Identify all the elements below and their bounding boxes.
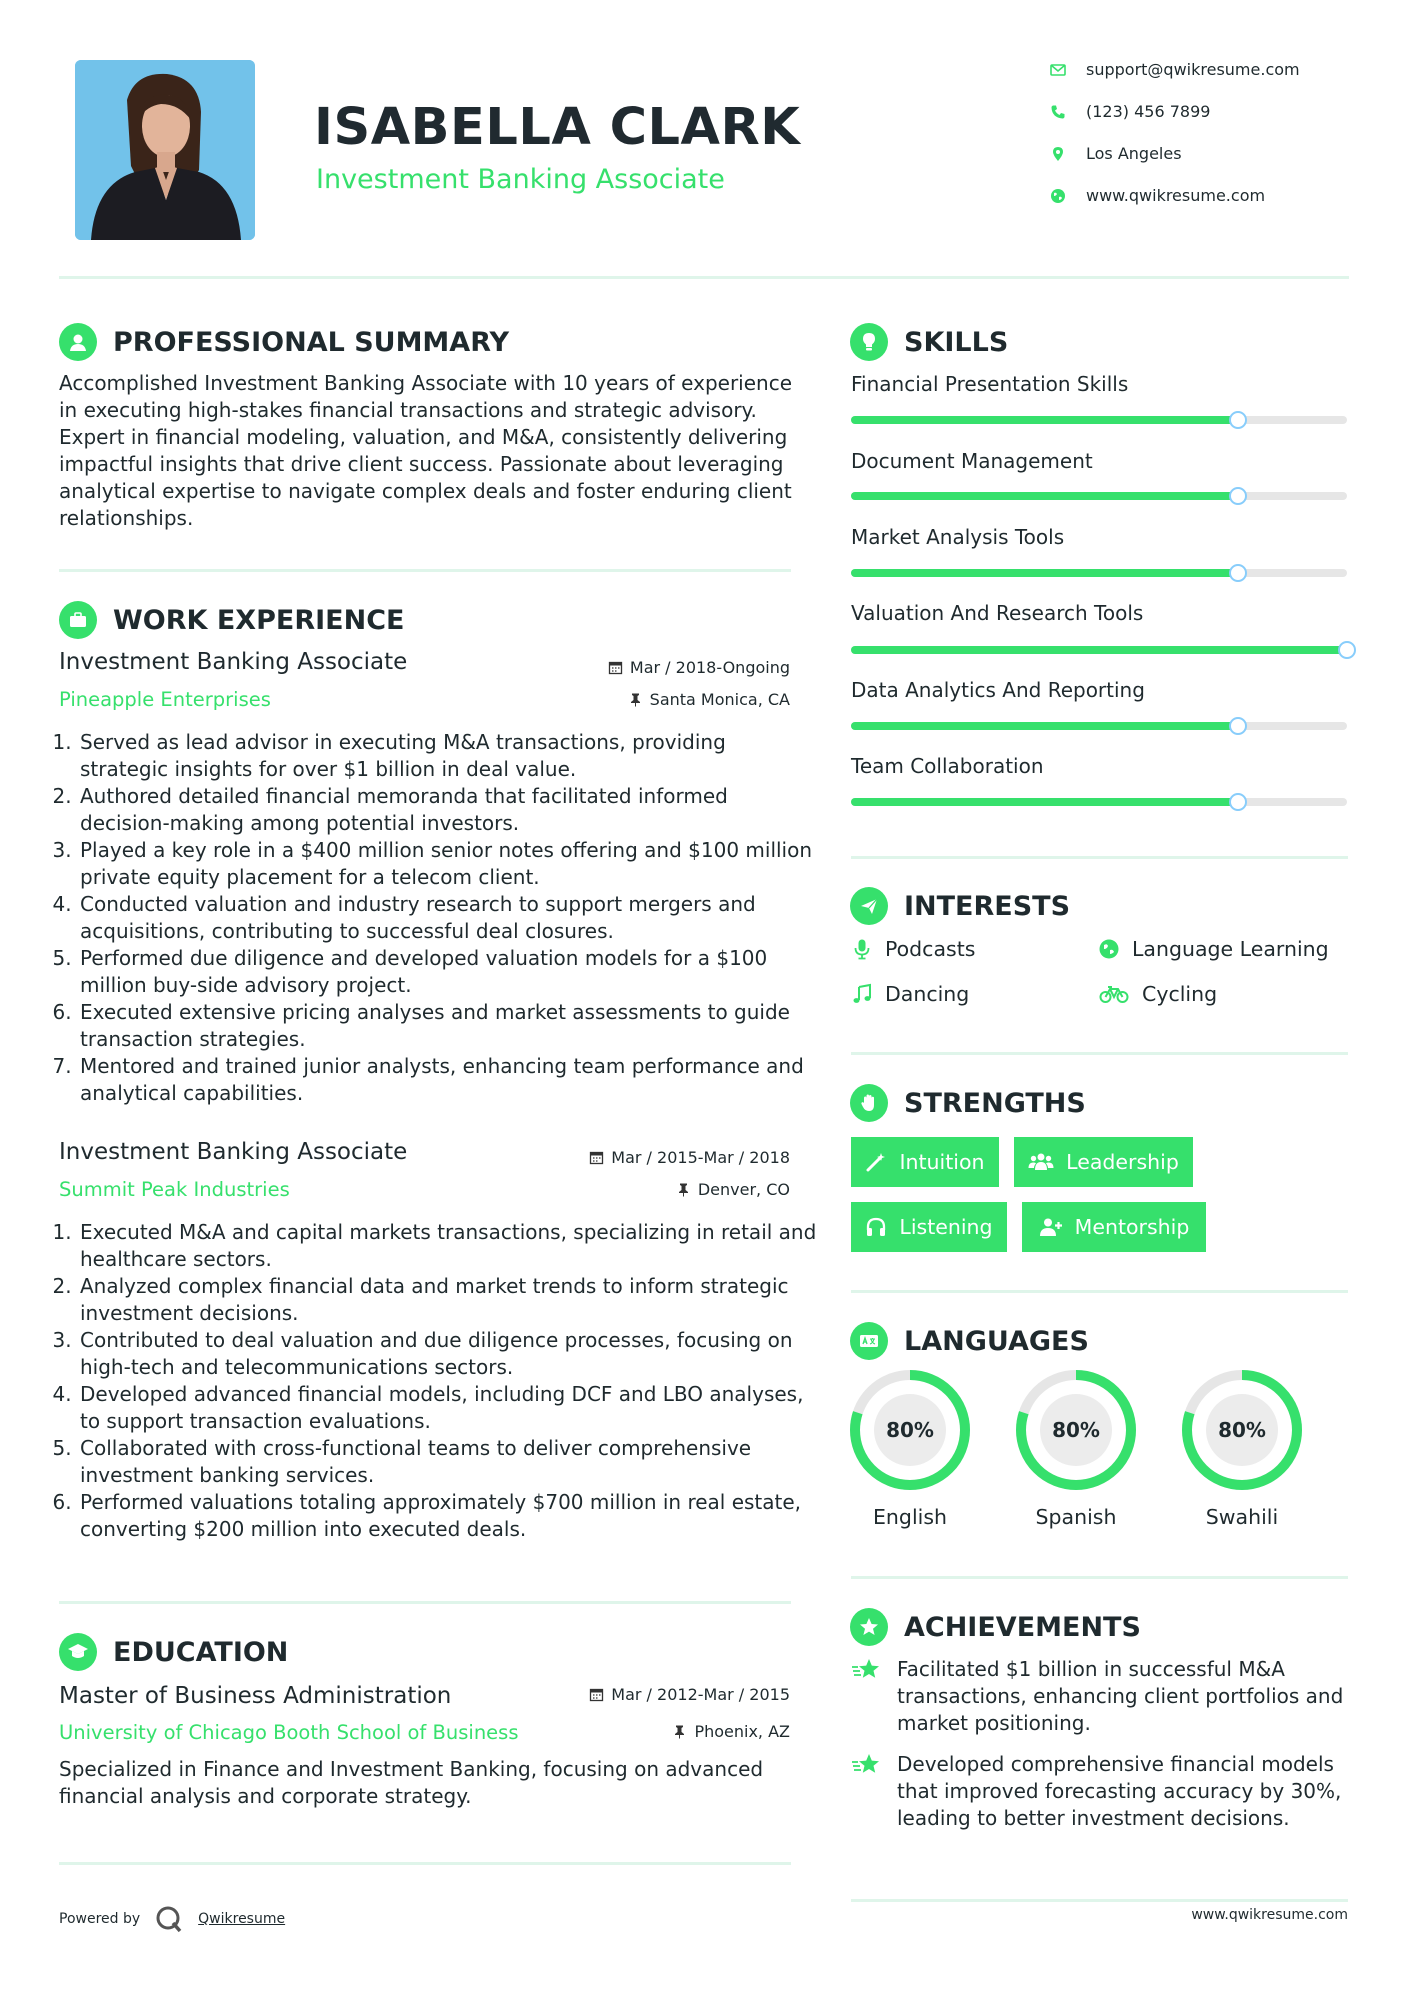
microphone-icon (851, 938, 873, 960)
divider (851, 1576, 1348, 1579)
divider (851, 1899, 1348, 1902)
work-heading (59, 601, 404, 639)
education-date-text: Mar / 2012-Mar / 2015 (611, 1685, 790, 1704)
achievements-heading (850, 1608, 1141, 1646)
list-item: 1. Executed M&A and capital markets transactions, specializing in retail and healthcare sectors. (78, 1219, 820, 1273)
hand-icon (850, 1084, 888, 1122)
qwikresume-logo-icon (154, 1904, 184, 1934)
divider (851, 856, 1348, 859)
skill-bar-knob (1229, 411, 1247, 429)
footer-website[interactable]: www.qwikresume.com (1191, 1907, 1348, 1923)
interest-item (851, 982, 969, 1006)
education-title: EDUCATION (113, 1636, 289, 1668)
contact-phone-text: (123) 456 7899 (1086, 102, 1211, 121)
skill-label: Document Management (851, 449, 1093, 473)
skill-bar-fill (851, 798, 1238, 806)
job-1-company: Pineapple Enterprises (59, 688, 271, 711)
skill-bar-fill (851, 569, 1238, 577)
language-donut (1014, 1368, 1138, 1492)
list-item: 1. Served as lead advisor in executing M&A transactions, providing strategic insights for over $1 billion in deal value. (78, 729, 820, 783)
skill-bar-fill (851, 492, 1238, 500)
skills-heading (850, 323, 1008, 361)
user-icon (59, 323, 97, 361)
donut-percent: 80% (1218, 1418, 1266, 1442)
list-item: 3. Contributed to deal valuation and due diligence processes, focusing on high-tech and telecommunications sectors. (78, 1327, 820, 1381)
profile-photo (75, 60, 255, 240)
powered-by (59, 1904, 285, 1934)
skill-bar-knob (1229, 487, 1247, 505)
list-item: 6. Executed extensive pricing analyses and market assessments to guide transaction strategies. (78, 999, 820, 1053)
donut-percent: 80% (886, 1418, 934, 1442)
interest-label: Cycling (1142, 982, 1218, 1006)
strengths-heading (850, 1084, 1086, 1122)
strengths-title: STRENGTHS (904, 1087, 1086, 1119)
graduation-icon (59, 1633, 97, 1671)
achievement-text: Developed comprehensive financial models that improved forecasting accuracy by 30%, leading to better investment decisions. (897, 1752, 1342, 1830)
contact-website-text: www.qwikresume.com (1086, 186, 1266, 205)
strength-label: Intuition (899, 1150, 985, 1174)
skill-bar-knob (1338, 641, 1356, 659)
interest-item (1098, 982, 1217, 1006)
skill-bar-knob (1229, 717, 1247, 735)
skills-title: SKILLS (904, 326, 1009, 358)
candidate-role: Investment Banking Associate (316, 164, 725, 195)
summary-heading (59, 323, 509, 361)
calendar-icon (608, 660, 623, 675)
work-title: WORK EXPERIENCE (113, 604, 405, 636)
globe-icon (1098, 938, 1120, 960)
education-text: Specialized in Finance and Investment Banking, focusing on advanced financial analysis and corporate strategy. (59, 1757, 764, 1808)
interest-label: Dancing (885, 982, 970, 1006)
star-badge-icon (850, 1608, 888, 1646)
pushpin-icon (672, 1724, 687, 1739)
job-2-company: Summit Peak Industries (59, 1178, 290, 1201)
paper-plane-icon (850, 887, 888, 925)
job-2-bullets (59, 1219, 820, 1543)
education-location-text: Phoenix, AZ (694, 1722, 790, 1741)
pushpin-icon (676, 1182, 691, 1197)
skill-label: Team Collaboration (851, 754, 1044, 778)
achievement-text: Facilitated $1 billion in successful M&A transactions, enhancing client portfolios and market positioning. (897, 1657, 1344, 1735)
briefcase-icon (59, 601, 97, 639)
phone-icon (1050, 104, 1066, 120)
strength-tag (1014, 1137, 1193, 1187)
education-date (540, 1685, 790, 1704)
music-note-icon (851, 983, 873, 1005)
contact-website[interactable] (1050, 186, 1350, 205)
brand-link[interactable]: Qwikresume (198, 1911, 286, 1927)
bicycle-icon (1098, 983, 1130, 1005)
skill-label: Data Analytics And Reporting (851, 678, 1145, 702)
interest-label: Language Learning (1132, 937, 1329, 961)
job-1-location-text: Santa Monica, CA (649, 690, 790, 709)
achievement-item (851, 1656, 1351, 1737)
calendar-icon (589, 1150, 604, 1165)
skill-label: Financial Presentation Skills (851, 372, 1129, 396)
star-icon (851, 1657, 881, 1683)
job-2-date-text: Mar / 2015-Mar / 2018 (611, 1148, 790, 1167)
divider (851, 1290, 1348, 1293)
skill-bar (851, 569, 1347, 577)
languages-title: LANGUAGES (904, 1325, 1089, 1357)
job-1-title: Investment Banking Associate (59, 649, 408, 675)
contact-phone[interactable] (1050, 102, 1350, 121)
list-item: 5. Collaborated with cross-functional teams to deliver comprehensive investment banking services. (78, 1435, 820, 1489)
education-school: University of Chicago Booth School of Business (59, 1721, 519, 1744)
skill-bar-knob (1229, 564, 1247, 582)
skill-bar (851, 722, 1347, 730)
skill-bar (851, 492, 1347, 500)
job-2-date (540, 1148, 790, 1167)
job-2-title: Investment Banking Associate (59, 1139, 408, 1165)
skill-label: Valuation And Research Tools (851, 601, 1144, 625)
job-1-date (540, 658, 790, 677)
language-label: English (872, 1505, 948, 1529)
divider (59, 569, 791, 572)
job-2-location-text: Denver, CO (697, 1180, 790, 1199)
list-item: 2. Analyzed complex financial data and market trends to inform strategic investment decisions. (78, 1273, 820, 1327)
summary-text: Accomplished Investment Banking Associate with 10 years of experience in executing high-stakes financial transactions and strategic advisory. Expert in financial modeling, valuation, and M&A, consistently delivering impactful insights that drive client success. Passionate about leveraging analytical expertise to navigate complex deals and foster enduring client relationships. (59, 371, 793, 530)
skill-bar (851, 798, 1347, 806)
interest-label: Podcasts (885, 937, 976, 961)
summary-title: PROFESSIONAL SUMMARY (113, 326, 510, 358)
interests-heading (850, 887, 1070, 925)
list-item: 5. Performed due diligence and developed valuation models for a $100 million buy-side advisory project. (78, 945, 820, 999)
lightbulb-icon (850, 323, 888, 361)
map-marker-icon (1050, 146, 1066, 162)
strength-tag (851, 1202, 1007, 1252)
education-degree: Master of Business Administration (59, 1683, 452, 1709)
skill-label: Market Analysis Tools (851, 525, 1065, 549)
achievements-title: ACHIEVEMENTS (904, 1611, 1141, 1643)
strength-label: Leadership (1066, 1150, 1179, 1174)
candidate-name: ISABELLA CLARK (314, 98, 801, 157)
list-item: 6. Performed valuations totaling approximately $700 million in real estate, converting $200 million into executed deals. (78, 1489, 820, 1543)
calendar-icon (589, 1687, 604, 1702)
language-label: Swahili (1205, 1505, 1279, 1529)
list-item: 4. Conducted valuation and industry research to support mergers and acquisitions, contributing to successful deal closures. (78, 891, 820, 945)
users-icon (1028, 1151, 1054, 1173)
contact-email[interactable] (1050, 60, 1350, 79)
headphones-icon (865, 1216, 887, 1238)
person-silhouette-icon (75, 60, 255, 240)
envelope-icon (1050, 62, 1066, 78)
list-item: 3. Played a key role in a $400 million senior notes offering and $100 million private equity placement for a telecom client. (78, 837, 820, 891)
language-donut (1180, 1368, 1304, 1492)
interest-item (851, 937, 975, 961)
achievement-item (851, 1751, 1351, 1832)
divider (59, 1601, 791, 1604)
contact-location (1050, 144, 1350, 163)
languages-heading (850, 1322, 1089, 1360)
star-icon (851, 1752, 881, 1778)
language-icon (850, 1322, 888, 1360)
globe-icon (1050, 188, 1066, 204)
job-2-location (540, 1180, 790, 1199)
strength-label: Mentorship (1074, 1215, 1190, 1239)
powered-by-text: Powered by (59, 1911, 141, 1927)
language-donut (848, 1368, 972, 1492)
donut-percent: 80% (1052, 1418, 1100, 1442)
job-1-location (540, 690, 790, 709)
skill-bar-fill (851, 416, 1238, 424)
skill-bar-fill (851, 722, 1238, 730)
user-plus-icon (1039, 1216, 1063, 1238)
interest-item (1098, 937, 1329, 961)
job-1-date-text: Mar / 2018-Ongoing (629, 658, 790, 677)
list-item: 2. Authored detailed financial memoranda that facilitated informed decision-making among potential investors. (78, 783, 820, 837)
strength-tag (1022, 1202, 1206, 1252)
strength-label: Listening (899, 1215, 993, 1239)
language-label: Spanish (1035, 1505, 1117, 1529)
magic-wand-icon (865, 1151, 887, 1173)
contact-location-text: Los Angeles (1086, 144, 1182, 163)
education-location (540, 1722, 790, 1741)
divider (851, 1052, 1348, 1055)
skill-bar (851, 416, 1347, 424)
header-divider (59, 276, 1349, 279)
pushpin-icon (628, 692, 643, 707)
list-item: 7. Mentored and trained junior analysts, enhancing team performance and analytical capabilities. (78, 1053, 820, 1107)
education-heading (59, 1633, 288, 1671)
interests-title: INTERESTS (904, 890, 1071, 922)
divider (59, 1862, 791, 1865)
strength-tag (851, 1137, 999, 1187)
job-1-bullets (59, 729, 820, 1107)
contact-email-text: support@qwikresume.com (1086, 60, 1300, 79)
skill-bar-knob (1229, 793, 1247, 811)
skill-bar-fill (851, 646, 1347, 654)
skill-bar (851, 646, 1347, 654)
list-item: 4. Developed advanced financial models, including DCF and LBO analyses, to support transaction evaluations. (78, 1381, 820, 1435)
